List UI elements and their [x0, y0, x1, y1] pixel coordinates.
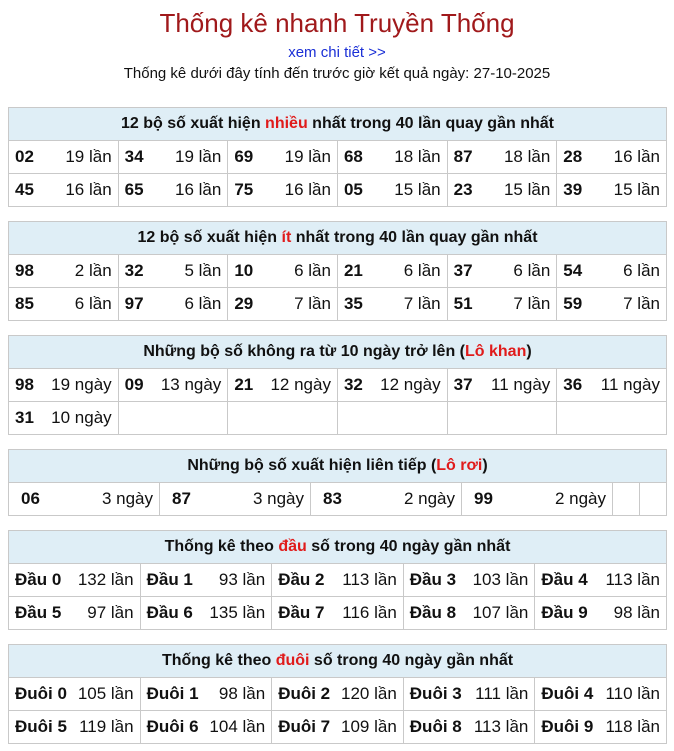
stat-cell: Đuôi 9 118 lần: [535, 711, 667, 744]
least-frequent-heading: 12 bộ số xuất hiện ít nhất trong 40 lần quay gần nhất: [9, 222, 667, 255]
empty-cell: [447, 402, 557, 435]
stat-cell: 39 15 lần: [557, 174, 667, 207]
stat-cell: Đuôi 8 113 lần: [403, 711, 535, 744]
stat-cell: Đầu 8 107 lần: [403, 597, 535, 630]
stat-cell: Đầu 1 93 lần: [140, 564, 272, 597]
page-subtitle: Thống kê dưới đây tính đến trước giờ kết quả ngày: 27-10-2025: [123, 65, 551, 82]
detail-link[interactable]: xem chi tiết >>: [288, 44, 386, 61]
stat-cell: Đuôi 7 109 lần: [272, 711, 404, 744]
stat-cell: 10 6 lần: [228, 255, 338, 288]
stat-cell: 87 18 lần: [447, 141, 557, 174]
stat-cell: 65 16 lần: [118, 174, 228, 207]
stat-cell: 02 19 lần: [9, 141, 119, 174]
lo-khan-table: [8, 335, 667, 435]
table-row: [9, 711, 667, 744]
duoi-table: [8, 644, 667, 744]
lo-khan-section: [0, 335, 667, 435]
table-row: [9, 402, 667, 435]
table-row: [9, 255, 667, 288]
stat-cell: 06 3 ngày: [9, 483, 160, 516]
stat-cell: 36 11 ngày: [557, 369, 667, 402]
stat-cell: 98 19 ngày: [9, 369, 119, 402]
table-row: [9, 483, 667, 516]
stat-cell: 54 6 lần: [557, 255, 667, 288]
empty-cell: [337, 402, 447, 435]
empty-cell: [557, 402, 667, 435]
table-row: [9, 174, 667, 207]
table-row: [9, 288, 667, 321]
stat-cell: 83 2 ngày: [311, 483, 462, 516]
stat-cell: Đuôi 4 110 lần: [535, 678, 667, 711]
stat-cell: 85 6 lần: [9, 288, 119, 321]
duoi-section: [0, 644, 667, 744]
stat-cell: 97 6 lần: [118, 288, 228, 321]
empty-cell: [228, 402, 338, 435]
stat-cell: 68 18 lần: [337, 141, 447, 174]
stat-cell: 32 12 ngày: [337, 369, 447, 402]
stat-cell: Đầu 9 98 lần: [535, 597, 667, 630]
lo-roi-heading: Những bộ số xuất hiện liên tiếp (Lô rơi): [9, 450, 667, 483]
stat-cell: 21 12 ngày: [228, 369, 338, 402]
stat-cell: 75 16 lần: [228, 174, 338, 207]
most-frequent-heading: 12 bộ số xuất hiện nhiều nhất trong 40 lần quay gần nhất: [9, 108, 667, 141]
stat-cell: Đầu 2 113 lần: [272, 564, 404, 597]
stat-cell: Đuôi 3 111 lần: [403, 678, 535, 711]
stat-cell: 28 16 lần: [557, 141, 667, 174]
stat-cell: 37 6 lần: [447, 255, 557, 288]
least-frequent-table: [8, 221, 667, 321]
empty-cell: [118, 402, 228, 435]
page-title: Thống kê nhanh Truyền Thống: [159, 8, 515, 38]
table-row: [9, 141, 667, 174]
stat-cell: Đầu 4 113 lần: [535, 564, 667, 597]
stat-cell: 34 19 lần: [118, 141, 228, 174]
stat-cell: Đuôi 5 119 lần: [9, 711, 141, 744]
stat-cell: Đuôi 6 104 lần: [140, 711, 272, 744]
stat-cell: 21 6 lần: [337, 255, 447, 288]
lo-roi-table: [8, 449, 667, 516]
stat-cell: 98 2 lần: [9, 255, 119, 288]
table-row: [9, 369, 667, 402]
page-header: [0, 0, 674, 84]
stat-cell: Đuôi 2 120 lần: [272, 678, 404, 711]
stat-cell: 32 5 lần: [118, 255, 228, 288]
stat-cell: 87 3 ngày: [160, 483, 311, 516]
dau-heading: Thống kê theo đầu số trong 40 ngày gần nhất: [9, 531, 667, 564]
stat-cell: Đuôi 0 105 lần: [9, 678, 141, 711]
lo-khan-heading: Những bộ số không ra từ 10 ngày trở lên (Lô khan): [9, 336, 667, 369]
stat-cell: 99 2 ngày: [462, 483, 613, 516]
stat-cell: 29 7 lần: [228, 288, 338, 321]
stat-cell: 45 16 lần: [9, 174, 119, 207]
stat-cell: Đầu 6 135 lần: [140, 597, 272, 630]
stat-cell: 31 10 ngày: [9, 402, 119, 435]
table-row: [9, 564, 667, 597]
stat-cell: Đầu 5 97 lần: [9, 597, 141, 630]
most-frequent-table: [8, 107, 667, 207]
table-row: [9, 597, 667, 630]
stat-cell: Đầu 7 116 lần: [272, 597, 404, 630]
stat-cell: 09 13 ngày: [118, 369, 228, 402]
stat-cell: 59 7 lần: [557, 288, 667, 321]
empty-cell: [640, 483, 667, 516]
stat-cell: Đầu 0 132 lần: [9, 564, 141, 597]
dau-table: [8, 530, 667, 630]
dau-section: [0, 530, 667, 630]
least-frequent-section: [0, 221, 667, 321]
stat-cell: 51 7 lần: [447, 288, 557, 321]
stat-cell: Đuôi 1 98 lần: [140, 678, 272, 711]
lo-roi-section: [0, 449, 667, 516]
table-row: [9, 678, 667, 711]
empty-cell: [613, 483, 640, 516]
duoi-heading: Thống kê theo đuôi số trong 40 ngày gần nhất: [9, 645, 667, 678]
stat-cell: 05 15 lần: [337, 174, 447, 207]
stat-cell: Đầu 3 103 lần: [403, 564, 535, 597]
stat-cell: 23 15 lần: [447, 174, 557, 207]
stat-cell: 35 7 lần: [337, 288, 447, 321]
stat-cell: 69 19 lần: [228, 141, 338, 174]
most-frequent-section: [0, 107, 667, 207]
stat-cell: 37 11 ngày: [447, 369, 557, 402]
